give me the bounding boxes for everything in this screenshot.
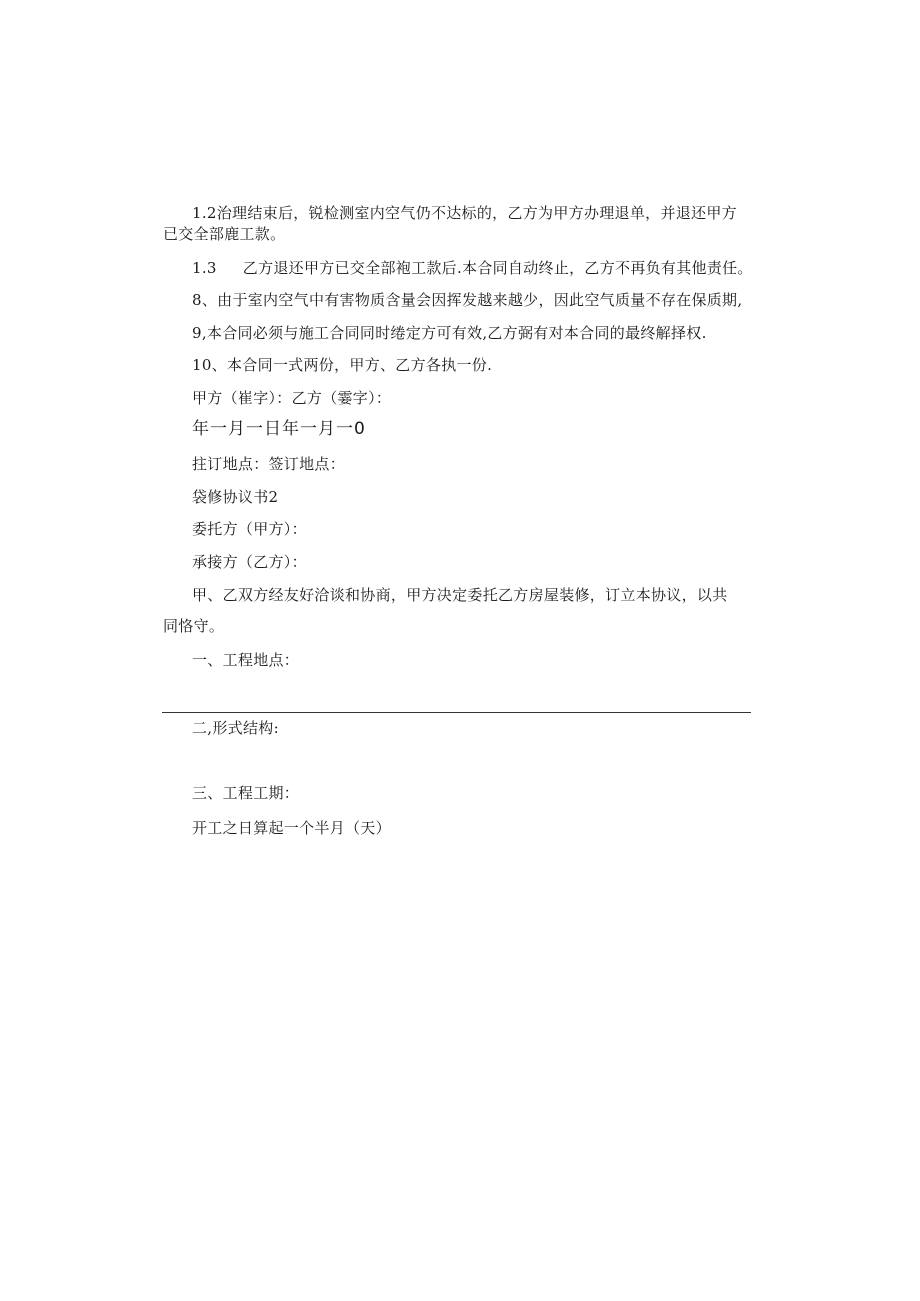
clause-1-3 — [192, 258, 753, 278]
section-location: 一、工程地点： — [192, 651, 300, 669]
clause-8: 8、由于室内空气中有害物质含量会因挥发越来越少，因此空气质量不存在保质期, — [192, 291, 743, 309]
signing-location: 拄订地点：签订地点： — [192, 455, 346, 473]
duration-text: 开工之日算起一个半月（天） — [192, 819, 391, 837]
client-party: 委托方（甲方）： — [192, 520, 307, 538]
preamble-line2: 同恪守。 — [163, 617, 225, 635]
clause-1-3-number: 1.3 — [192, 259, 217, 277]
fill-in-underline — [162, 712, 751, 713]
signature-parties: 甲方（崔字）：乙方（霎字）： — [192, 389, 392, 407]
contractor-party: 承接方（乙方）： — [192, 553, 307, 571]
clause-10: 10、本合同一式两份，甲方、乙方各执一份. — [192, 356, 493, 374]
section-structure: 二,形式结构: — [192, 719, 279, 737]
preamble-line1: 甲、乙双方经友好洽谈和协商，甲方决定委托乙方房屋装修，订立本协议，以共 — [192, 586, 728, 604]
clause-9: 9,本合同必须与施工合同同时绻定方可有效,乙方弼有对本合同的最终解择权. — [192, 324, 707, 342]
section-duration: 三、工程工期： — [192, 784, 300, 802]
clause-1-3-text: 乙方退还甲方已交全部袍工款后.本合同自动终止，乙方不再负有其他责任。 — [242, 259, 753, 277]
signature-dates: 年一月一日年一月一0 — [192, 419, 366, 439]
clause-1-2-line2: 已交全部鹿工款。 — [163, 225, 286, 243]
agreement-title: 袋修协议书2 — [192, 488, 279, 506]
clause-1-2-line1: 1.2治理结束后，锐检测室内空气仍不达标的，乙方为甲方办理退单，并退还甲方 — [192, 204, 737, 222]
